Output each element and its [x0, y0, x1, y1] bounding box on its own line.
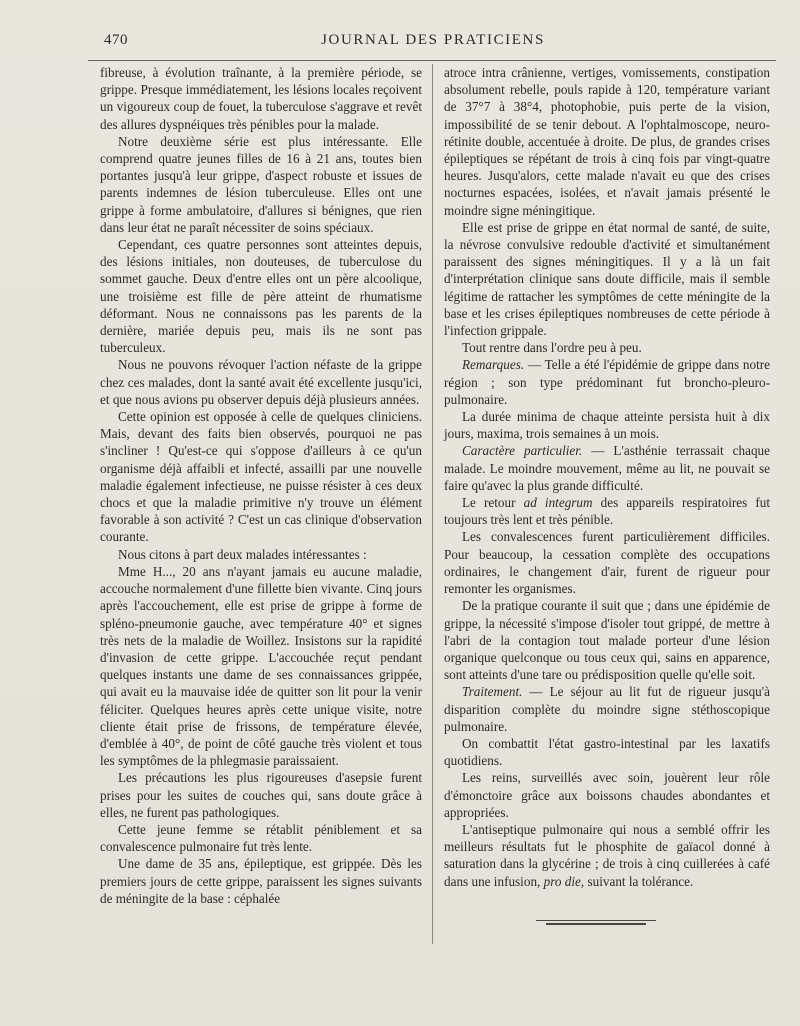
- end-ornament: [536, 920, 656, 926]
- right-column: [444, 64, 770, 890]
- paragraph-retour: [444, 494, 770, 528]
- paragraph-text: des appareils respiratoires fut toujours très lent et très pénible.: [444, 495, 770, 528]
- column-divider: [432, 64, 433, 944]
- paragraph-text: L'antiseptique pulmonaire qui nous a semblé offrir les meilleurs résultats fut le phosphite de gaïacol donné à saturation dans la glycérine ; de trois à cinq cuillerées à café dans une infusion,: [444, 821, 770, 889]
- paragraph: Les précautions les plus rigoureuses d'asepsie furent prises pour les suites de couches qui, sans doute grâce à elles, ne furent pas pathologiques.: [100, 770, 422, 820]
- paragraph: Nous citons à part deux malades intéressantes :: [118, 546, 367, 562]
- paragraph: Les convalescences furent particulièrement difficiles. Pour beaucoup, la cessation complète des occupations ordinaires, le changement d'air, furent de rigueur pour remonter les organismes.: [444, 529, 770, 597]
- left-column: [100, 64, 422, 907]
- paragraph: atroce intra crânienne, vertiges, vomissements, constipation absolument rebelle, pouls rapide à 120, température variant de 37°7 à 38°4, photophobie, puis perte de la vision, impossibilité de se tenir debout. A l'ophtalmoscope, neuro-rétinite double, accentuée à droite. De plus, de grandes crises épileptiques se répétant de trois à cinq fois par vingt-quatre heures. Jusqu'alors, cette malade n'avait eu que des crises nocturnes espacées, isolées, et n'avait jamais présenté le moindre signe méningitique.: [444, 65, 770, 218]
- paragraph-text: — Telle a été l'épidémie de grippe dans notre région ; son type prédominant fut broncho-pleuro-pulmonaire.: [444, 357, 770, 407]
- paragraph: La durée minima de chaque atteinte persista huit à dix jours, maxima, trois semaines à un mois.: [444, 409, 770, 442]
- paragraph: Cette jeune femme se rétablit péniblement et sa convalescence pulmonaire fut très lente.: [100, 821, 422, 855]
- paragraph: Elle est prise de grippe en état normal de santé, de suite, la névrose convulsive redouble d'activité et simultanément paraissent des signes méningitiques. Il y a là un fait d'interprétation clinique sans doute difficile, mais il semble légitime de rattacher les symptômes de cette méningite de la base et les crises épileptiques nombreuses de cette période à l'infection grippale.: [444, 219, 770, 339]
- paragraph-text: — Le séjour au lit fut de rigueur jusqu'à disparition complète du moindre signe stéthoscopique pulmonaire.: [444, 684, 770, 734]
- section-label: Traitement.: [462, 684, 523, 700]
- latin-term: pro die: [543, 873, 581, 889]
- paragraph-remarques: [444, 356, 770, 408]
- running-title: JOURNAL DES PRATICIENS: [321, 32, 545, 48]
- latin-term: ad integrum: [523, 495, 593, 511]
- section-label: Remarques.: [462, 357, 525, 373]
- paragraph-caractere: [444, 442, 770, 494]
- paragraph: On combattit l'état gastro-intestinal par les laxatifs quotidiens.: [444, 735, 770, 769]
- paragraph: Cependant, ces quatre personnes sont atteintes depuis, des lésions initiales, non douteuses, de tuberculose du sommet gauche. Deux d'entre elles ont un père alcoolique, une troisième est fille de père atteint de rhumatisme déformant. Nous ne connaissons pas les parents de la dernière, mariée depuis peu, mais ils ne sont pas tuberculeux.: [100, 237, 422, 356]
- paragraph-traitement: [444, 683, 770, 735]
- paragraph: Les reins, surveillés avec soin, jouèrent leur rôle d'émonctoire grâce aux boissons chaudes abondantes et appropriées.: [444, 770, 770, 820]
- paragraph: Notre deuxième série est plus intéressante. Elle comprend quatre jeunes filles de 16 à 21 ans, toutes bien portantes jusqu'à leur grippe, d'aspect robuste et issues de parents indemnes de lésion tuberculeuse. Elles ont une grippe à forme ambulatoire, d'allures si bénignes, que rien dans leur état ne paraît nécessiter de soins spéciaux.: [100, 133, 422, 235]
- paragraph: Une dame de 35 ans, épileptique, est grippée. Dès les premiers jours de cette grippe, paraissent les signes suivants de méningite de la base : céphalée: [100, 856, 422, 906]
- paragraph-antiseptique: [444, 821, 770, 890]
- ornament-line: [546, 923, 646, 925]
- section-label: Caractère particulier.: [462, 443, 583, 459]
- paragraph: De la pratique courante il suit que ; dans une épidémie de grippe, la nécessité s'impose d'isoler tout grippé, de mettre à l'abri de la contagion tout malade porteur d'une lésion organique quelconque ou tous ceux qui, sains en apparence, sont atteints d'une tare ou prédisposition quelle qu'elle soit.: [444, 598, 770, 683]
- paragraph-text: Le retour: [462, 495, 524, 511]
- page-header: [88, 32, 778, 54]
- header-rule: [88, 60, 776, 61]
- paragraph-text: — L'asthénie terrassait chaque malade. Le moindre mouvement, même au lit, ne pouvait se faire qu'avec la plus grande difficulté.: [444, 443, 770, 493]
- paragraph: Cette opinion est opposée à celle de quelques cliniciens. Mais, devant des faits bien observés, pourquoi ne pas s'incliner ! Qu'est-ce qui s'oppose d'ailleurs à ce qu'un organisme déjà affaibli et infecté, assailli par une nouvelle maladie également infectieuse, ne puisse résister à ces deux chocs et que la maladie primitive n'y trouve un élément favorable à son activité ? C'est un cas clinique d'observation courante.: [100, 409, 422, 545]
- paragraph: Tout rentre dans l'ordre peu à peu.: [462, 340, 642, 356]
- paragraph: Nous ne pouvons révoquer l'action néfaste de la grippe chez ces malades, dont la santé avait été excellente jusqu'ici, et que nous avions pu observer depuis déjà plusieurs années.: [100, 357, 422, 407]
- page-number: 470: [104, 32, 128, 48]
- paragraph: Mme H..., 20 ans n'ayant jamais eu aucune maladie, accouche normalement d'une fillette bien vivante. Cinq jours après l'accouchement, elle est prise de grippe à forme de spléno-pneumonie gauche, avec température 40° et signes très nets de la maladie de Woillez. Insistons sur la rapidité d'invasion de cette grippe. L'accouchée reçut pendant quelques instants une dame de ses connaissances grippée, qui avait eu la mauvaise idée de quitter son lit pour la venir féliciter. Quelques heures après cette unique visite, notre cliente était prise de frissons, de température élevée, d'emblée à 40°, de point de côté gauche très violent et tous les symptômes de la phlegmasie paraissaient.: [100, 563, 422, 769]
- paragraph: fibreuse, à évolution traînante, à la première période, se grippe. Presque immédiatement, les lésions locales reçoivent un vigoureux coup de fouet, la tuberculose s'aggrave et revêt des allures dyspnéiques très pénibles pour la malade.: [100, 65, 422, 132]
- ornament-line: [536, 920, 656, 921]
- paragraph-text: , suivant la tolérance.: [580, 873, 694, 889]
